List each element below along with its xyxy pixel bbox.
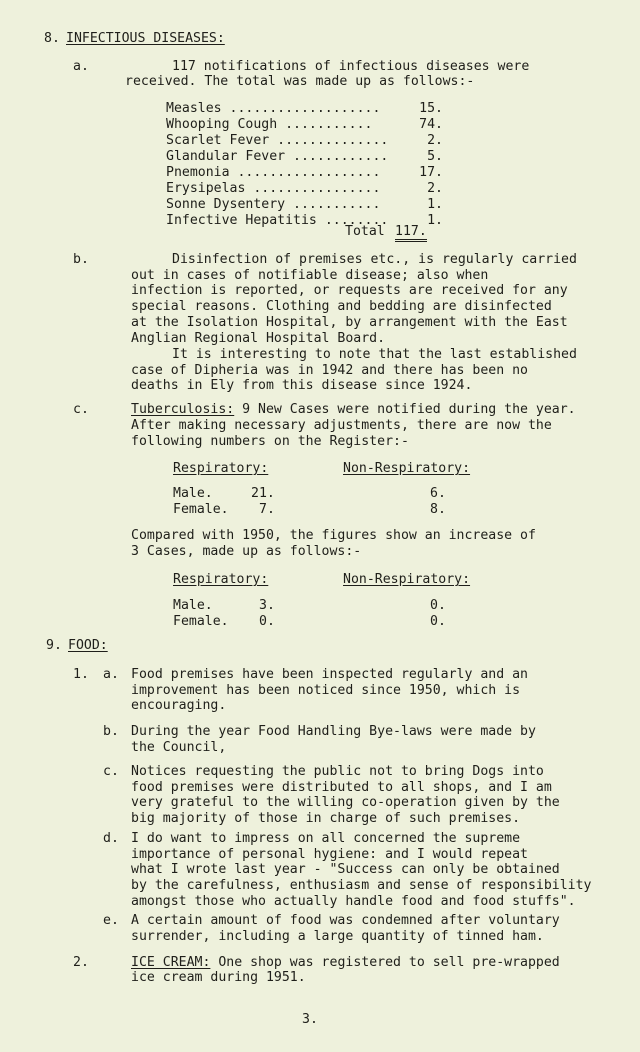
tuberculosis-title: Tuberculosis: <box>131 402 235 417</box>
compare-text: Compared with 1950, the figures show an increase of 3 Cases, made up as follows:- <box>131 528 536 559</box>
increase-sex: Male. <box>173 598 213 613</box>
item-8c-line2: After making necessary adjustments, there are now the following numbers on the Register:- <box>131 418 552 449</box>
disease-count: 2. <box>427 133 443 148</box>
total-label: Total <box>345 224 385 239</box>
disease-row <box>166 197 380 213</box>
disease-row <box>166 117 372 133</box>
leader-dots: ............ <box>293 149 389 164</box>
ice-cream-title: ICE CREAM: <box>131 955 211 970</box>
item-9d-marker: d. <box>103 831 119 846</box>
item-8a-marker: a. <box>73 59 89 74</box>
section-8-number: 8. <box>44 31 60 46</box>
leader-dots: .................. <box>237 165 381 180</box>
disease-name: Whooping Cough <box>166 117 278 132</box>
item-9d-text: I do want to impress on all concerned the supreme importance of personal hygiene: and I would repeat what I wrote last year - "Success can only be obtained by the carefulness, enthusiasm and sense of responsibility amongst those who actually handle food and food stuffs". <box>131 831 592 909</box>
item-9a-marker: a. <box>103 667 119 682</box>
section-8-heading: INFECTIOUS DISEASES: <box>66 31 225 46</box>
item-9-1-number: 1. <box>73 667 89 682</box>
disease-count: 74. <box>419 117 443 132</box>
disease-count: 17. <box>419 165 443 180</box>
item-9c-text: Notices requesting the public not to bring Dogs into food premises were distributed to all shops, and I am very grateful to the willing co-operation given by the big majority of those in charge of such premises. <box>131 764 560 827</box>
page-number: 3. <box>302 1012 318 1027</box>
leader-dots: ................ <box>253 181 381 196</box>
item-8b-marker: b. <box>73 252 89 267</box>
item-8c-line1 <box>131 402 576 418</box>
item-9b-marker: b. <box>103 724 119 739</box>
register-nonresp: 6. <box>430 486 446 501</box>
disease-row <box>166 101 380 117</box>
section-9-heading: FOOD: <box>68 638 108 653</box>
register-sex: Male. <box>173 486 213 501</box>
disease-row <box>166 181 380 197</box>
disease-name: Glandular Fever <box>166 149 286 164</box>
item-9a-text: Food premises have been inspected regularly and an improvement has been noticed since 1950, which is encouraging. <box>131 667 528 714</box>
disease-name: Measles <box>166 101 222 116</box>
increase-resp: 3. <box>259 598 275 613</box>
disease-name: Sonne Dysentery <box>166 197 286 212</box>
leader-dots: ................... <box>229 101 381 116</box>
disease-row <box>166 133 388 149</box>
item-9e-marker: e. <box>103 913 119 928</box>
disease-name: Pnemonia <box>166 165 230 180</box>
item-9c-marker: c. <box>103 764 119 779</box>
increase-sex: Female. <box>173 614 229 629</box>
non-respiratory-label: Non-Respiratory: <box>343 461 471 476</box>
item-8a-line1: 117 notifications of infectious diseases were <box>172 59 530 74</box>
item-8b-paragraph-1: Disinfection of premises etc., is regularly carried out in cases of notifiable disease; also when infection is reported, or requests are received for any special reasons. Clothing and bedding are disinfected at the Isolation Hospital, by arrangement with the East Anglian Regional Hospital Board. <box>131 252 577 346</box>
ice-cream-text: One shop was registered to sell pre-wrapped <box>210 955 560 970</box>
register-nonresp: 8. <box>430 502 446 517</box>
increase-nonresp: 0. <box>430 598 446 613</box>
disease-count: 1. <box>427 213 443 228</box>
disease-count: 2. <box>427 181 443 196</box>
respiratory-label: Respiratory: <box>173 461 269 476</box>
disease-name: Infective Hepatitis <box>166 213 317 228</box>
non-respiratory-label-2: Non-Respiratory: <box>343 572 471 587</box>
section-9-number: 9. <box>46 638 62 653</box>
disease-name: Erysipelas <box>166 181 246 196</box>
disease-count: 15. <box>419 101 443 116</box>
disease-count: 5. <box>427 149 443 164</box>
increase-nonresp: 0. <box>430 614 446 629</box>
disease-row <box>166 165 380 181</box>
leader-dots: ........... <box>285 117 373 132</box>
item-8a-line2: received. The total was made up as follows:- <box>125 74 475 89</box>
leader-dots: ........... <box>293 197 381 212</box>
item-9-2-number: 2. <box>73 955 89 970</box>
leader-dots: ........ <box>324 213 389 228</box>
leader-dots: .............. <box>277 133 389 148</box>
item-8b-paragraph-2: It is interesting to note that the last established case of Dipheria was in 1942 and there has been no deaths in Ely from this disease since 1924. <box>131 347 577 394</box>
increase-resp: 0. <box>259 614 275 629</box>
item-9b-text: During the year Food Handling Bye-laws were made by the Council, <box>131 724 536 755</box>
ice-cream-line1 <box>131 955 560 971</box>
item-8c-marker: c. <box>73 402 89 417</box>
item-9e-text: A certain amount of food was condemned after voluntary surrender, including a large quantity of tinned ham. <box>131 913 560 944</box>
respiratory-label-2: Respiratory: <box>173 572 269 587</box>
register-resp: 7. <box>259 502 275 517</box>
ice-cream-line2: ice cream during 1951. <box>131 970 306 985</box>
total-value: 117. <box>395 224 427 242</box>
disease-row <box>166 149 388 165</box>
disease-count: 1. <box>427 197 443 212</box>
register-resp: 21. <box>251 486 275 501</box>
register-sex: Female. <box>173 502 229 517</box>
tuberculosis-text: 9 New Cases were notified during the year. <box>234 402 576 417</box>
disease-name: Scarlet Fever <box>166 133 270 148</box>
